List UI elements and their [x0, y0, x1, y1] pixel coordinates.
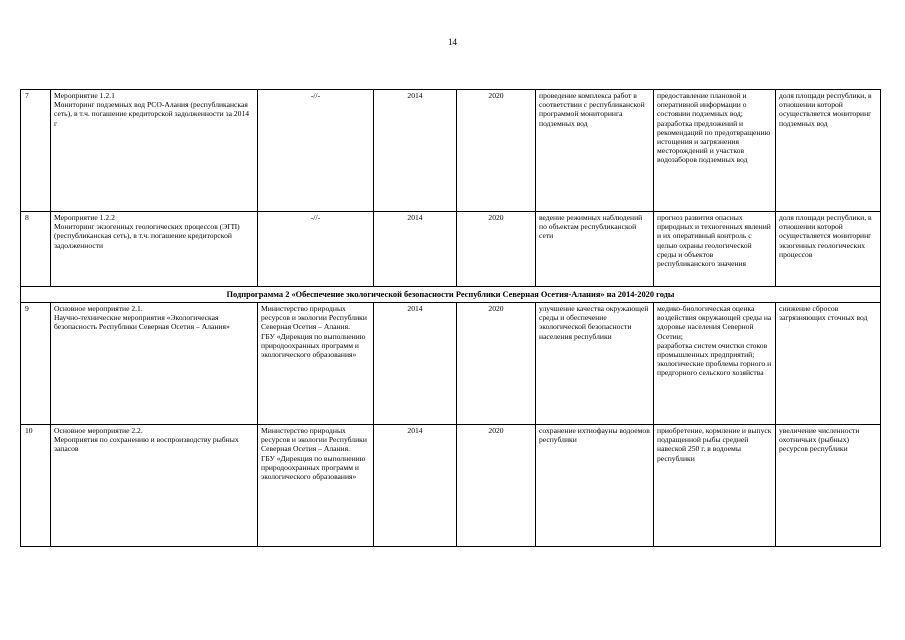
indicator-link: доля площади республики, в отношении которой осуществляется мониторинг экзогенных геологических процессов	[776, 212, 881, 287]
row-number: 10	[21, 425, 51, 547]
expected-result: прогноз развития опасных природных и техногенных явлений и их оперативный контроль с целью охраны геологической среды и объектов республиканского значения	[654, 212, 776, 287]
activity-name: Основное мероприятие 2.2. Мероприятия по сохранению и воспроизводству рыбных запасов	[51, 425, 258, 547]
page-number: 14	[448, 37, 457, 47]
activity-name: Мероприятие 1.2.1 Мониторинг подземных вод РСО-Алания (республиканская сеть), в т.ч. погашение кредиторской задолженности за 2014 г	[51, 90, 258, 212]
start-year: 2014	[374, 425, 457, 547]
table-row	[21, 212, 881, 287]
row-number: 9	[21, 303, 51, 425]
program-table	[20, 89, 881, 547]
executor: Министерство природных ресурсов и экологии Республики Северная Осетия – Алания. ГБУ «Дирекция по выполнению природоохранных программ и экологического образования»	[258, 425, 374, 547]
table-row	[21, 303, 881, 425]
executor: -//-	[258, 90, 374, 212]
executor: -//-	[258, 212, 374, 287]
activity-content: сохранение ихтиофауны водоемов республики	[536, 425, 654, 547]
table-row	[21, 425, 881, 547]
indicator-link: доля площади республики, в отношении которой осуществляется мониторинг подземных вод	[776, 90, 881, 212]
expected-result: предоставление плановой и оперативной информации о состоянии подземных вод; разработка предложений и рекомендаций по предотвращению истощения и загрязнения месторождений и участков водозаборов подземных вод	[654, 90, 776, 212]
activity-content: проведение комплекса работ в соответствии с республиканской программой мониторинга подземных вод	[536, 90, 654, 212]
row-number: 8	[21, 212, 51, 287]
table-row	[21, 90, 881, 212]
indicator-link: увеличение численности охотничьих (рыбных) ресурсов республики	[776, 425, 881, 547]
activity-content: улучшение качества окружающей среды и обеспечение экологической безопасности населения республики	[536, 303, 654, 425]
row-number: 7	[21, 90, 51, 212]
indicator-link: снижение сбросов загрязняющих сточных вод	[776, 303, 881, 425]
end-year: 2020	[457, 425, 536, 547]
activity-name: Основное мероприятие 2.1. Научно-технические мероприятия «Экологическая безопасность Республики Северная Осетия – Алания»	[51, 303, 258, 425]
end-year: 2020	[457, 303, 536, 425]
start-year: 2014	[374, 90, 457, 212]
end-year: 2020	[457, 90, 536, 212]
executor: Министерство природных ресурсов и экологии Республики Северная Осетия – Алания. ГБУ «Дирекция по выполнению природоохранных программ и экологического образования»	[258, 303, 374, 425]
subprogram-title: Подпрограмма 2 «Обеспечение экологической безопасности Республики Северная Осетия-Алания» на 2014-2020 годы	[21, 287, 881, 303]
end-year: 2020	[457, 212, 536, 287]
start-year: 2014	[374, 212, 457, 287]
expected-result: медико-биологическая оценка воздействия окружающей среды на здоровье населения Северной Осетии; разработка систем очистки стоков промышленных предприятий; экологические проблемы горного и предгорного сельского хозяйства	[654, 303, 776, 425]
expected-result: приобретение, кормление и выпуск подращенной рыбы средней навеской 250 г. в водоемы республики	[654, 425, 776, 547]
subprogram-header-row	[21, 287, 881, 303]
activity-name: Мероприятие 1.2.2 Мониторинг экзогенных геологических процессов (ЭГП) (республиканская сеть), в т.ч. погашение кредиторской задолженности	[51, 212, 258, 287]
activity-content: ведение режимных наблюдений по объектам республиканской сети	[536, 212, 654, 287]
start-year: 2014	[374, 303, 457, 425]
